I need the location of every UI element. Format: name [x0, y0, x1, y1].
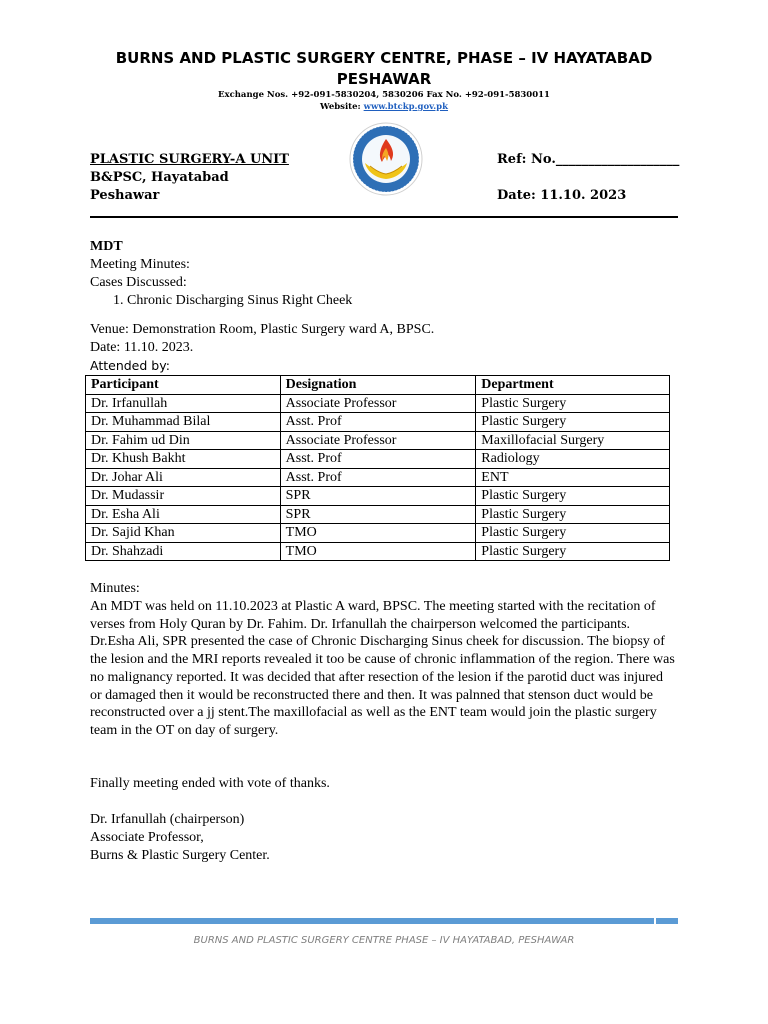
designation-cell: SPR [280, 505, 476, 524]
department-cell: Plastic Surgery [476, 394, 670, 413]
signatory-name: Dr. Irfanullah (chairperson) [90, 812, 245, 827]
participant-cell: Dr. Khush Bakht [86, 450, 281, 469]
minutes-label: Minutes: [90, 581, 140, 596]
table-row [86, 468, 670, 487]
department-cell: Plastic Surgery [476, 542, 670, 561]
department-cell: Radiology [476, 450, 670, 469]
table-row [86, 542, 670, 561]
header-title-line1: BURNS AND PLASTIC SURGERY CENTRE, PHASE – IV HAYATABAD [115, 49, 653, 67]
table-row [86, 450, 670, 469]
header-website [90, 102, 678, 113]
designation-cell: Associate Professor [280, 431, 476, 450]
participant-cell: Dr. Sajid Khan [86, 524, 281, 543]
case-item: 1. Chronic Discharging Sinus Right Cheek [113, 293, 353, 308]
attended-by-label: Attended by: [90, 358, 170, 373]
table-row [86, 413, 670, 432]
department-cell: Plastic Surgery [476, 413, 670, 432]
department-cell: ENT [476, 468, 670, 487]
column-header: Designation [280, 376, 476, 395]
header-title-line2: PESHAWAR [336, 70, 432, 88]
table-row [86, 394, 670, 413]
column-header: Participant [86, 376, 281, 395]
participant-cell: Dr. Mudassir [86, 487, 281, 506]
designation-cell: SPR [280, 487, 476, 506]
signatory-title: Associate Professor, [90, 830, 204, 845]
table-row [86, 524, 670, 543]
designation-cell: TMO [280, 542, 476, 561]
unit-city: Peshawar [90, 188, 160, 203]
column-header: Department [476, 376, 670, 395]
table-header-row [86, 376, 670, 395]
table-row [86, 505, 670, 524]
designation-cell: TMO [280, 524, 476, 543]
signatory-organization: Burns & Plastic Surgery Center. [90, 848, 270, 863]
participant-cell: Dr. Shahzadi [86, 542, 281, 561]
table-row [86, 487, 670, 506]
mdt-heading: MDT [90, 239, 123, 254]
reference-number: Ref: No.___________________ [497, 152, 680, 167]
attendance-table [85, 375, 670, 561]
unit-block [90, 151, 289, 205]
unit-name: PLASTIC SURGERY-A UNIT [90, 152, 289, 167]
designation-cell: Associate Professor [280, 394, 476, 413]
participant-cell: Dr. Muhammad Bilal [86, 413, 281, 432]
footer-bar [90, 918, 678, 924]
header-contacts: Exchange Nos. +92-091-5830204, 5830206 Fax No. +92-091-5830011 [218, 90, 550, 100]
designation-cell: Asst. Prof [280, 413, 476, 432]
department-cell: Plastic Surgery [476, 487, 670, 506]
participant-cell: Dr. Irfanullah [86, 394, 281, 413]
closing-remark: Finally meeting ended with vote of thanks. [90, 776, 330, 791]
designation-cell: Asst. Prof [280, 468, 476, 487]
website-link[interactable]: www.btckp.gov.pk [363, 102, 449, 112]
venue-text: Venue: Demonstration Room, Plastic Surgery ward A, BPSC. [90, 322, 435, 337]
department-cell: Plastic Surgery [476, 524, 670, 543]
participant-cell: Dr. Johar Ali [86, 468, 281, 487]
meeting-minutes-label: Meeting Minutes: [90, 257, 190, 272]
unit-location: B&PSC, Hayatabad [90, 170, 229, 185]
participant-cell: Dr. Fahim ud Din [86, 431, 281, 450]
hospital-logo [348, 121, 424, 197]
header-date: Date: 11.10. 2023 [497, 188, 627, 203]
cases-discussed-label: Cases Discussed: [90, 275, 187, 290]
header-title [90, 48, 678, 90]
footer-text: BURNS AND PLASTIC SURGERY CENTRE PHASE – IV HAYATABAD, PESHAWAR [193, 935, 575, 946]
table-row [86, 431, 670, 450]
department-cell: Maxillofacial Surgery [476, 431, 670, 450]
header-divider [90, 216, 678, 218]
department-cell: Plastic Surgery [476, 505, 670, 524]
meeting-date: Date: 11.10. 2023. [90, 340, 194, 355]
website-label: Website: [319, 102, 364, 112]
designation-cell: Asst. Prof [280, 450, 476, 469]
participant-cell: Dr. Esha Ali [86, 505, 281, 524]
minutes-paragraph: An MDT was held on 11.10.2023 at Plastic A ward, BPSC. The meeting started with the recitation of verses from Holy Quran by Dr. Fahim. Dr. Irfanullah the chairperson welcomed the participants. Dr.Esha Ali, SPR presented the case of Chronic Discharging Sinus cheek for discussion. The biopsy of the lesion and the MRI reports revealed it too be cause of chronic inflammation of the region. There was no malignancy reported. It was decided that after resection of the lesion if the parotid duct was injured or damaged then it would be reconstructed there and then. It was palnned that stenson duct would be reconstructed over a jj stent.The maxillofacial as well as the ENT team would join the plastic surgery team in the OT on day of surgery. [90, 599, 675, 738]
